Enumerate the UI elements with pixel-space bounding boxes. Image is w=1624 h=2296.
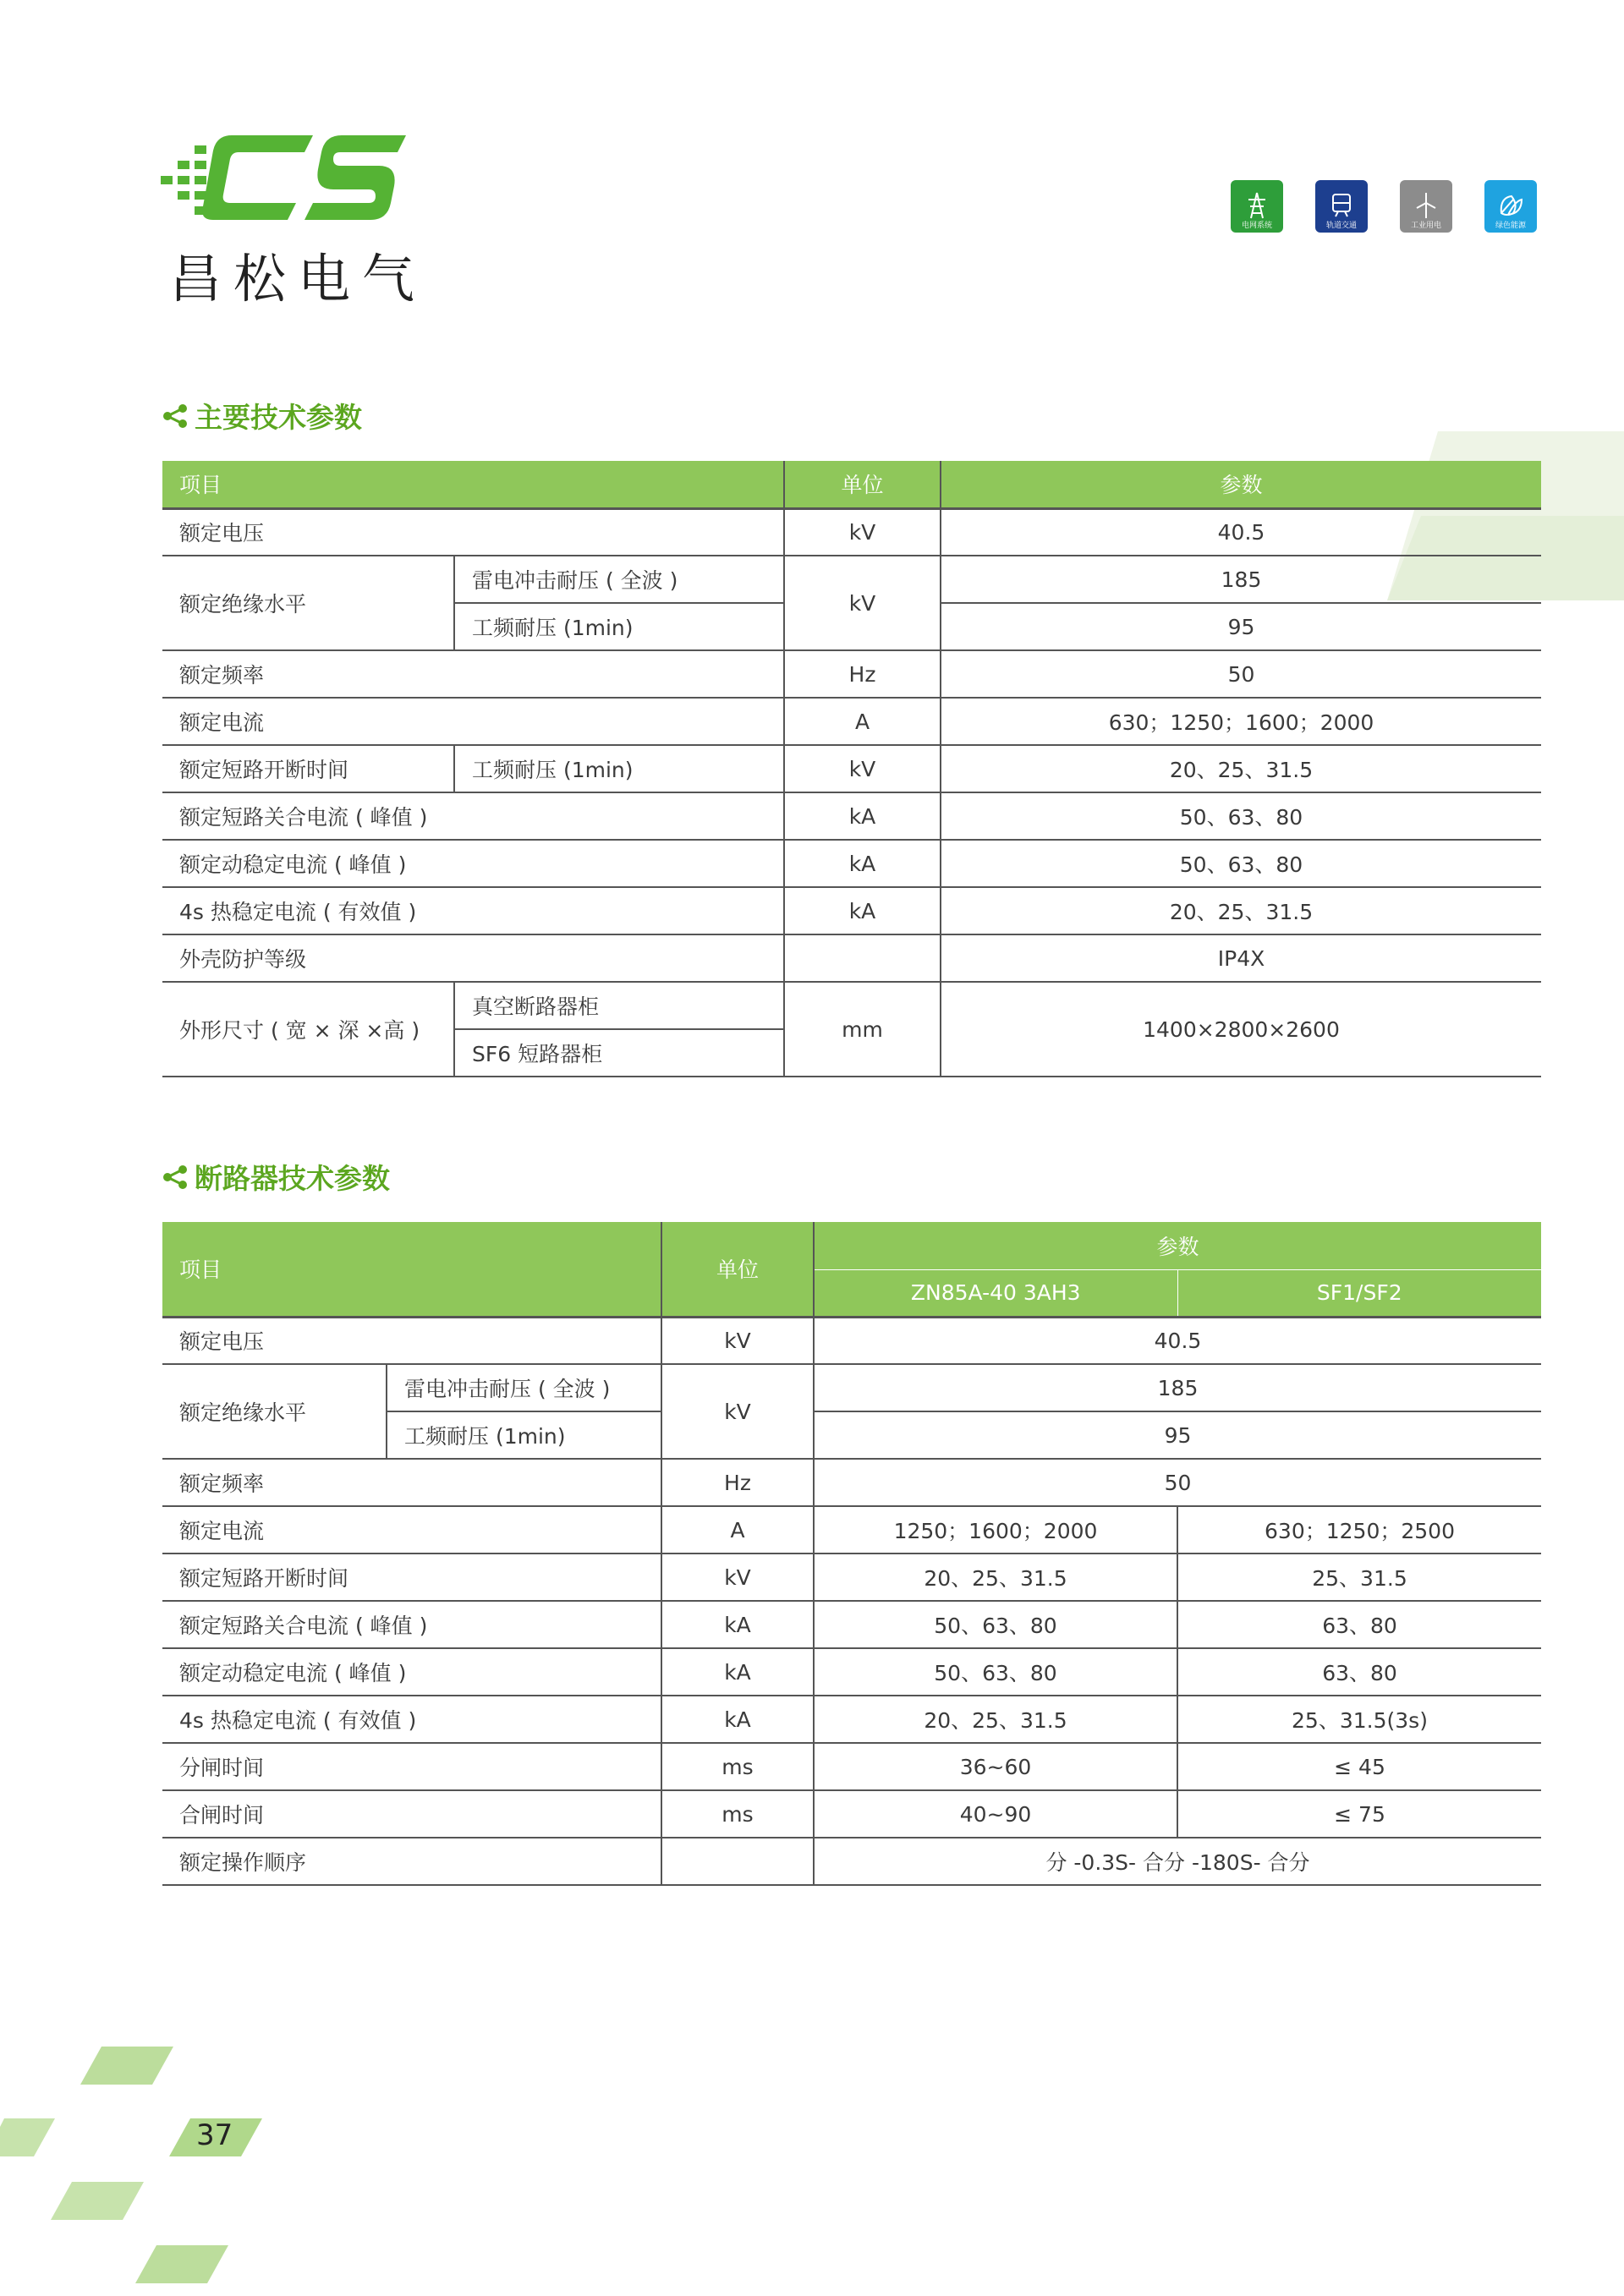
- table-row: 额定电压 kV 40.5: [162, 508, 1541, 556]
- table-row: 外形尺寸 ( 宽 × 深 ×高 ) 真空断路器柜 mm 1400×2800×2600: [162, 982, 1541, 1029]
- badge-rail: 轨道交通: [1315, 180, 1368, 233]
- badge-industry: 工业用电: [1400, 180, 1452, 233]
- table-row: 额定频率 Hz 50: [162, 650, 1541, 698]
- section1-title: 主要技术参数: [162, 396, 362, 436]
- table-row: 额定绝缘水平 雷电冲击耐压 ( 全波 ) kV 185: [162, 1364, 1541, 1411]
- table-row: 额定绝缘水平 雷电冲击耐压 ( 全波 ) kV 185: [162, 556, 1541, 603]
- train-icon: [1329, 191, 1354, 220]
- table-row: 额定短路关合电流 ( 峰值 ) kA 50、63、80: [162, 792, 1541, 840]
- share-icon: [162, 403, 188, 429]
- industry-badges: [1231, 180, 1537, 233]
- brand-name: 昌松电气: [169, 248, 427, 310]
- share-icon: [162, 1164, 188, 1190]
- table-row: 外壳防护等级 IP4X: [162, 934, 1541, 982]
- table-row: 额定频率 Hz 50: [162, 1459, 1541, 1506]
- tower-icon: [1244, 191, 1270, 220]
- breaker-params-table: [162, 1222, 1541, 1886]
- table-row: 分闸时间 ms 36~60 ≤ 45: [162, 1743, 1541, 1790]
- table-row: 工频耐压 (1min) 95: [162, 1411, 1541, 1459]
- table-row: 额定短路开断时间 kV 20、25、31.5 25、31.5: [162, 1553, 1541, 1601]
- table-row: 额定短路关合电流 ( 峰值 ) kA 50、63、80 63、80: [162, 1601, 1541, 1648]
- badge-green-energy: 绿色能源: [1484, 180, 1537, 233]
- table-header: 项目 单位 参数: [162, 1222, 1541, 1269]
- table-row: 合闸时间 ms 40~90 ≤ 75: [162, 1790, 1541, 1838]
- badge-grid: 电网系统: [1231, 180, 1283, 233]
- table-row: 额定电压 kV 40.5: [162, 1317, 1541, 1364]
- table-row: 额定短路开断时间 工频耐压 (1min) kV 20、25、31.5: [162, 745, 1541, 792]
- table-row: 额定操作顺序 分 -0.3S- 合分 -180S- 合分: [162, 1838, 1541, 1885]
- wind-turbine-icon: [1413, 191, 1439, 220]
- table-header: ZN85A-40 3AH3 SF1/SF2: [162, 1269, 1541, 1317]
- section2-title: 断路器技术参数: [162, 1157, 390, 1197]
- table-row: 工频耐压 (1min) 95: [162, 603, 1541, 650]
- decorative-shape-left: [0, 2038, 271, 2296]
- table-row: SF6 短路器柜: [162, 1029, 1541, 1077]
- table-header: 项目 单位 参数: [162, 461, 1541, 508]
- table-row: 额定电流 A 1250；1600；2000 630；1250；2500: [162, 1506, 1541, 1553]
- table-row: 额定动稳定电流 ( 峰值 ) kA 50、63、80: [162, 840, 1541, 887]
- table-row: 4s 热稳定电流 ( 有效值 ) kA 20、25、31.5: [162, 887, 1541, 934]
- table-row: 额定动稳定电流 ( 峰值 ) kA 50、63、80 63、80: [162, 1648, 1541, 1696]
- table-row: 额定电流 A 630；1250；1600；2000: [162, 698, 1541, 745]
- leaf-icon: [1496, 191, 1525, 220]
- table-row: 4s 热稳定电流 ( 有效值 ) kA 20、25、31.5 25、31.5(3s): [162, 1696, 1541, 1743]
- main-params-table: [162, 461, 1541, 1077]
- page-number: 37: [196, 2118, 233, 2152]
